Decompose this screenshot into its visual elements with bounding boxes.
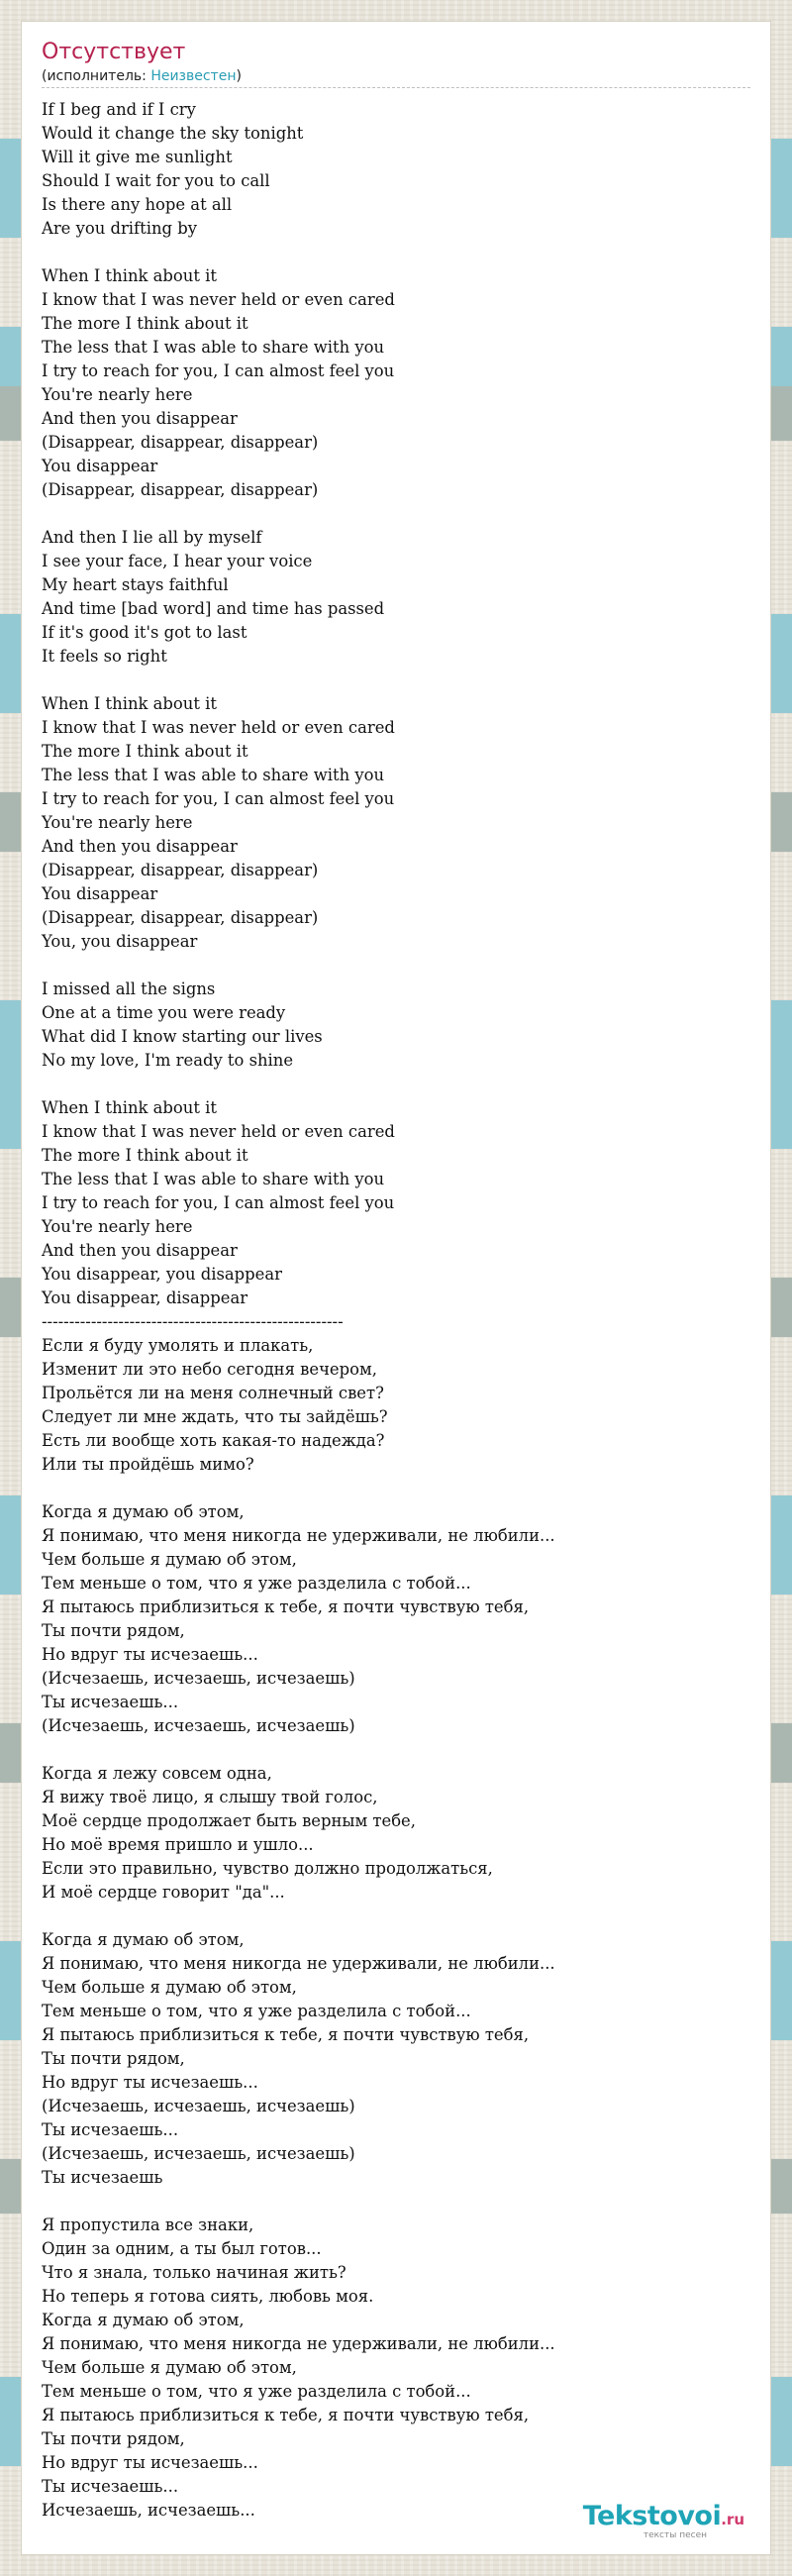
lyrics-line: I see your face, I hear your voice [42, 552, 313, 570]
lyrics-line: Если это правильно, чувство должно продолжаться, [42, 1859, 493, 1878]
artist-line [42, 67, 242, 85]
lyrics-line: Тем меньше о том, что я уже разделила с тобой... [42, 2382, 471, 2401]
lyrics-blank-line [42, 1738, 750, 1762]
strip-block [0, 1278, 22, 1337]
logo-domain: .ru [721, 2511, 744, 2528]
lyrics-line: Would it change the sky tonight [42, 124, 304, 143]
song-title: Отсутствует [42, 40, 186, 64]
lyrics-line: Я понимаю, что меня никогда не удерживали, не любили... [42, 1526, 555, 1545]
lyrics-line: (Исчезаешь, исчезаешь, исчезаешь) [42, 1716, 355, 1735]
lyrics-line: Когда я думаю об этом, [42, 1930, 245, 1949]
lyrics-line: Я пропустила все знаки, [42, 2215, 254, 2234]
strip-block [770, 614, 792, 713]
lyrics-line: Что я знала, только начиная жить? [42, 2263, 346, 2282]
lyrics-card [22, 22, 770, 2554]
lyrics-line: Когда я думаю об этом, [42, 1502, 245, 1521]
lyrics-line: Ты исчезаешь... [42, 2477, 179, 2496]
lyrics-line: Исчезаешь, исчезаешь... [42, 2501, 255, 2520]
lyrics-line: Когда я лежу совсем одна, [42, 1764, 272, 1783]
lyrics-line: Ты исчезаешь [42, 2168, 163, 2187]
lyrics-line: Чем больше я думаю об этом, [42, 2358, 297, 2377]
lyrics-line: The more I think about it [42, 1146, 248, 1165]
artist-suffix: ) [236, 68, 242, 84]
lyrics-line: It feels so right [42, 647, 167, 666]
right-decorative-strip [770, 0, 792, 2576]
lyrics-line: И моё сердце говорит "да"... [42, 1883, 285, 1902]
lyrics-line: And then I lie all by myself [42, 528, 262, 547]
lyrics-line: Тем меньше о том, что я уже разделила с тобой... [42, 2002, 471, 2020]
lyrics-blank-line [42, 2190, 750, 2214]
lyrics-line: Ты почти рядом, [42, 1621, 185, 1640]
lyrics-line: (Исчезаешь, исчезаешь, исчезаешь) [42, 1669, 355, 1688]
lyrics-line: If I beg and if I cry [42, 100, 196, 119]
lyrics-line: (Disappear, disappear, disappear) [42, 433, 319, 452]
lyrics-line: (Исчезаешь, исчезаешь, исчезаешь) [42, 2097, 355, 2115]
logo-wordmark: Tekstovoi [582, 2501, 722, 2531]
lyrics-blank-line [42, 241, 750, 264]
lyrics-line: If it's good it's got to last [42, 623, 248, 642]
lyrics-line: Я пытаюсь приблизиться к тебе, я почти чувствую тебя, [42, 2025, 530, 2044]
lyrics-blank-line [42, 1905, 750, 1928]
lyrics-line: When I think about it [42, 694, 217, 713]
lyrics-line: The more I think about it [42, 314, 248, 333]
lyrics-line: Но вдруг ты исчезаешь... [42, 1645, 258, 1664]
lyrics-line: Ты исчезаешь... [42, 1693, 179, 1711]
lyrics-line: Тем меньше о том, что я уже разделила с тобой... [42, 1574, 471, 1593]
lyrics-line: The less that I was able to share with you [42, 1170, 385, 1188]
lyrics-line: When I think about it [42, 266, 217, 285]
lyrics-line: Изменит ли это небо сегодня вечером, [42, 1360, 377, 1379]
lyrics-line: My heart stays faithful [42, 575, 229, 594]
lyrics-line: Один за одним, а ты был готов... [42, 2239, 322, 2258]
strip-block [770, 1723, 792, 1783]
site-logo[interactable] [583, 2503, 744, 2540]
strip-block [770, 139, 792, 238]
artist-link[interactable]: Неизвестен [150, 68, 237, 84]
lyrics-line: You disappear, disappear [42, 1288, 248, 1307]
lyrics-line: Но вдруг ты исчезаешь... [42, 2073, 258, 2092]
strip-block [0, 2377, 22, 2466]
strip-block [0, 1941, 22, 2040]
strip-block [770, 1495, 792, 1595]
lyrics-line: Are you drifting by [42, 219, 197, 238]
lyrics-text [42, 98, 750, 2523]
lyrics-blank-line [42, 1073, 750, 1096]
lyrics-line: Прольётся ли на меня солнечный свет? [42, 1384, 384, 1402]
lyrics-line: You're nearly here [42, 385, 193, 404]
lyrics-line: Но моё время пришло и ушло... [42, 1835, 314, 1854]
lyrics-line: Я понимаю, что меня никогда не удерживали, не любили... [42, 1954, 555, 1973]
strip-block [770, 792, 792, 852]
lyrics-line: I know that I was never held or even cared [42, 718, 395, 737]
lyrics-line: Но вдруг ты исчезаешь... [42, 2453, 258, 2472]
left-decorative-strip [0, 0, 22, 2576]
lyrics-line: One at a time you were ready [42, 1003, 286, 1022]
lyrics-line: And time [bad word] and time has passed [42, 599, 385, 618]
strip-block [770, 2377, 792, 2466]
lyrics-line: The less that I was able to share with you [42, 338, 385, 357]
lyrics-line: Я пытаюсь приблизиться к тебе, я почти чувствую тебя, [42, 2406, 530, 2424]
lyrics-line: Чем больше я думаю об этом, [42, 1550, 297, 1569]
lyrics-line: Я понимаю, что меня никогда не удерживали, не любили... [42, 2334, 555, 2353]
lyrics-line: Или ты пройдёшь мимо? [42, 1455, 254, 1474]
lyrics-blank-line [42, 669, 750, 692]
lyrics-line: You disappear [42, 884, 158, 903]
lyrics-line: Есть ли вообще хоть какая-то надежда? [42, 1431, 385, 1450]
lyrics-line: (Исчезаешь, исчезаешь, исчезаешь) [42, 2144, 355, 2163]
strip-block [770, 1941, 792, 2040]
lyrics-line: And then you disappear [42, 837, 238, 856]
logo-tagline: тексты песен [643, 2530, 707, 2540]
lyrics-line: You disappear, you disappear [42, 1265, 282, 1284]
lyrics-blank-line [42, 954, 750, 978]
strip-block [0, 139, 22, 238]
lyrics-line: Should I wait for you to call [42, 171, 270, 190]
header-divider [42, 87, 750, 88]
lyrics-line: Когда я думаю об этом, [42, 2311, 245, 2329]
lyrics-line: The less that I was able to share with you [42, 766, 385, 784]
strip-block [770, 386, 792, 441]
lyrics-line: And then you disappear [42, 409, 238, 428]
lyrics-line: (Disappear, disappear, disappear) [42, 861, 319, 879]
strip-block [770, 2159, 792, 2214]
lyrics-line: I know that I was never held or even cared [42, 290, 395, 309]
lyrics-line: Ты почти рядом, [42, 2049, 185, 2068]
lyrics-line: Если я буду умолять и плакать, [42, 1336, 314, 1355]
lyrics-line: Следует ли мне ждать, что ты зайдёшь? [42, 1407, 388, 1426]
lyrics-line: ------------------------------------------------------- [42, 1312, 344, 1331]
artist-prefix: (исполнитель: [42, 68, 151, 84]
lyrics-line: Я вижу твоё лицо, я слышу твой голос, [42, 1788, 378, 1806]
lyrics-line: The more I think about it [42, 742, 248, 761]
lyrics-line: Ты исчезаешь... [42, 2120, 179, 2139]
lyrics-line: What did I know starting our lives [42, 1027, 323, 1046]
strip-block [770, 1060, 792, 1149]
lyrics-line: Я пытаюсь приблизиться к тебе, я почти чувствую тебя, [42, 1597, 530, 1616]
strip-block [0, 792, 22, 852]
lyrics-line: Ты почти рядом, [42, 2429, 185, 2448]
lyrics-line: Чем больше я думаю об этом, [42, 1978, 297, 1997]
lyrics-line: You're nearly here [42, 1217, 193, 1236]
lyrics-line: Is there any hope at all [42, 195, 233, 214]
strip-block [770, 1278, 792, 1337]
lyrics-line: When I think about it [42, 1098, 217, 1117]
lyrics-line: (Disappear, disappear, disappear) [42, 908, 319, 927]
strip-block [0, 1495, 22, 1595]
lyrics-line: Моё сердце продолжает быть верным тебе, [42, 1811, 416, 1830]
lyrics-line: Will it give me sunlight [42, 148, 233, 166]
lyrics-blank-line [42, 1477, 750, 1500]
lyrics-line: You disappear [42, 457, 158, 475]
lyrics-line: No my love, I'm ready to shine [42, 1051, 294, 1070]
lyrics-line: I try to reach for you, I can almost feel you [42, 1193, 395, 1212]
lyrics-blank-line [42, 502, 750, 526]
lyrics-line: I try to reach for you, I can almost feel you [42, 361, 395, 380]
strip-block [0, 2159, 22, 2214]
strip-block [0, 386, 22, 441]
lyrics-line: I try to reach for you, I can almost feel you [42, 789, 395, 808]
lyrics-line: I know that I was never held or even cared [42, 1122, 395, 1141]
lyrics-line: You, you disappear [42, 932, 198, 951]
strip-block [0, 1060, 22, 1149]
lyrics-line: (Disappear, disappear, disappear) [42, 480, 319, 499]
lyrics-line: I missed all the signs [42, 979, 216, 998]
strip-block [0, 614, 22, 713]
strip-block [0, 1723, 22, 1783]
lyrics-line: And then you disappear [42, 1241, 238, 1260]
lyrics-line: Но теперь я готова сиять, любовь моя. [42, 2287, 374, 2306]
lyrics-line: You're nearly here [42, 813, 193, 832]
